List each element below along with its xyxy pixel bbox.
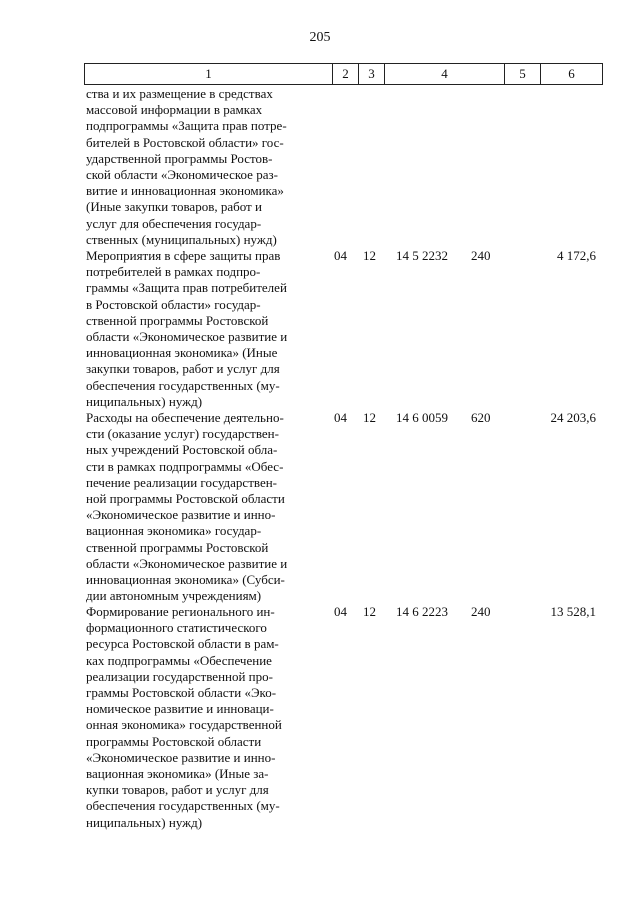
description-line: области «Экономическое развитие и [86, 329, 288, 345]
column-header-3: 3 [359, 64, 385, 85]
expense-type-code: 620 [471, 410, 491, 425]
description-line: Формирование регионального ин- [86, 604, 275, 619]
description-line: массовой информации в рамках [86, 102, 263, 118]
amount-value: 4 172,6 [557, 248, 596, 263]
description-line: дии автономным учреждениям) [86, 588, 262, 604]
section-code: 04 [334, 410, 347, 425]
row-description [86, 410, 330, 604]
column-header-6: 6 [541, 64, 603, 85]
row-description [86, 86, 330, 248]
description-line: граммы «Защита прав потребителей [86, 280, 287, 296]
description-line: вационная экономика» (Иные за- [86, 766, 269, 782]
row-description [86, 604, 330, 831]
subsection-code: 12 [363, 410, 376, 425]
description-line: «Экономическое развитие и инно- [86, 749, 276, 765]
column-header-row [84, 63, 603, 85]
description-line: формационного статистического [86, 620, 267, 636]
target-article-code: 14 6 0059 [396, 410, 448, 425]
description-line: ственной программы Ростовской [86, 539, 269, 555]
description-line: вационная экономика» государ- [86, 523, 262, 539]
description-line: реализации государственной про- [86, 668, 273, 684]
description-line: потребителей в рамках подпро- [86, 264, 261, 280]
description-line: обеспечения государственных (му- [86, 377, 280, 393]
description-line: обеспечения государственных (му- [86, 798, 280, 814]
amount-value: 13 528,1 [550, 604, 596, 619]
description-line: печение реализации государствен- [86, 474, 277, 490]
subsection-code: 12 [363, 604, 376, 619]
column-header-4: 4 [385, 64, 505, 85]
description-line: в Ростовской области» государ- [86, 296, 261, 312]
column-header-5: 5 [505, 64, 541, 85]
description-line: ства и их размещение в средствах [86, 86, 273, 101]
description-line: области «Экономическое развитие и [86, 555, 288, 571]
description-line: ресурса Ростовской области в рам- [86, 636, 279, 652]
description-line: граммы Ростовской области «Эко- [86, 685, 277, 701]
target-article-code: 14 5 2232 [396, 248, 448, 263]
description-line: ственной программы Ростовской [86, 312, 269, 328]
description-line: подпрограммы «Защита прав потре- [86, 118, 287, 134]
description-line: ной программы Ростовской области [86, 491, 285, 507]
column-header-2: 2 [333, 64, 359, 85]
description-line: «Экономическое развитие и инно- [86, 507, 276, 523]
description-line: (Иные закупки товаров, работ и [86, 199, 262, 215]
description-line: ниципальных) нужд) [86, 393, 203, 409]
row-description [86, 248, 330, 410]
description-line: ской области «Экономическое раз- [86, 167, 278, 183]
description-line: инновационная экономика» (Иные [86, 345, 278, 361]
subsection-code: 12 [363, 248, 376, 263]
description-line: ках подпрограммы «Обеспечение [86, 652, 272, 668]
description-line: витие и инновационная экономика» [86, 183, 284, 199]
column-header-1: 1 [85, 64, 333, 85]
description-line: сти (оказание услуг) государствен- [86, 426, 279, 442]
section-code: 04 [334, 248, 347, 263]
amount-value: 24 203,6 [550, 410, 596, 425]
description-line: сти в рамках подпрограммы «Обес- [86, 458, 284, 474]
description-line: ственных (муниципальных) нужд) [86, 231, 277, 247]
description-line: программы Ростовской области [86, 733, 262, 749]
description-line: услуг для обеспечения государ- [86, 215, 262, 231]
description-line: ниципальных) нужд) [86, 814, 203, 830]
description-line: онная экономика» государственной [86, 717, 282, 733]
description-line: Расходы на обеспечение деятельно- [86, 410, 284, 425]
expense-type-code: 240 [471, 604, 491, 619]
description-line: купки товаров, работ и услуг для [86, 782, 269, 798]
expense-type-code: 240 [471, 248, 491, 263]
section-code: 04 [334, 604, 347, 619]
page-number: 205 [309, 30, 331, 45]
description-line: инновационная экономика» (Субси- [86, 572, 285, 588]
description-line: ных учреждений Ростовской обла- [86, 442, 278, 458]
description-line: бителей в Ростовской области» гос- [86, 134, 284, 150]
description-line: закупки товаров, работ и услуг для [86, 361, 280, 377]
description-line: номическое развитие и инноваци- [86, 701, 274, 717]
description-line: ударственной программы Ростов- [86, 150, 273, 166]
target-article-code: 14 6 2223 [396, 604, 448, 619]
description-line: Мероприятия в сфере защиты прав [86, 248, 281, 263]
